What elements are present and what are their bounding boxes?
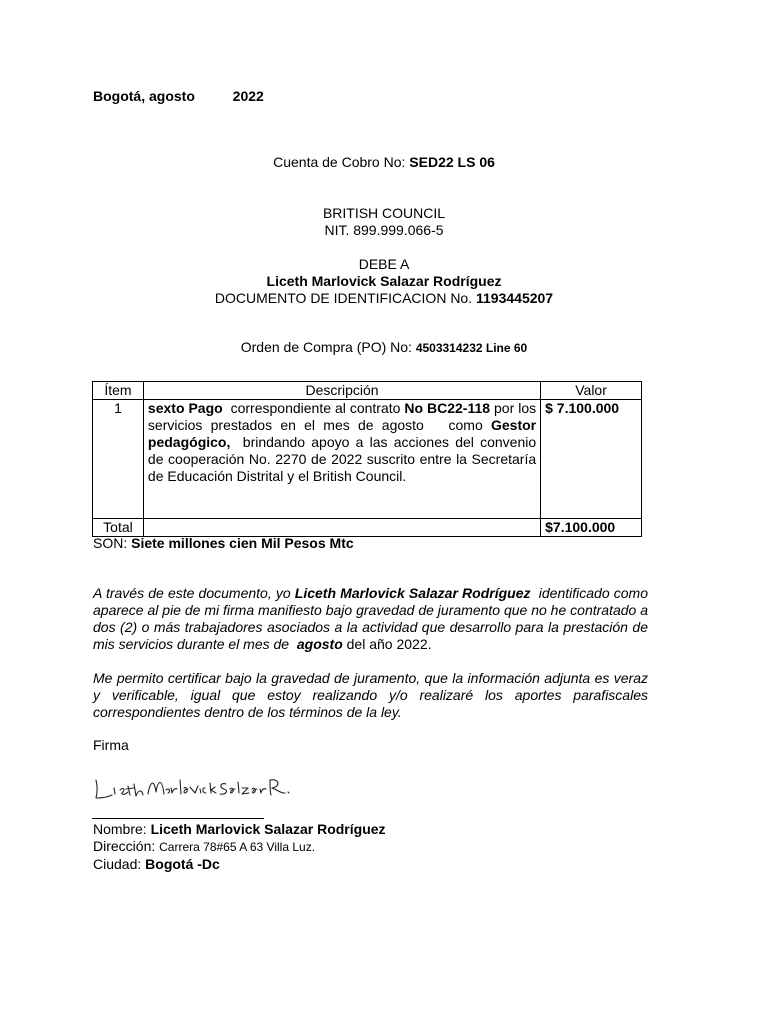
signature-line [92, 818, 264, 819]
row-item: 1 [93, 400, 144, 519]
debtor-block [0, 205, 768, 239]
decl-p1-c: del año 2022. [342, 636, 432, 652]
desc-payment: sexto Pago [147, 400, 223, 416]
table-header-row [93, 382, 642, 400]
desc-contract: No BC22-118 [404, 400, 491, 416]
footer-name: Liceth Marlovick Salazar Rodríguez [150, 821, 386, 837]
po-label: Orden de Compra (PO) No: [240, 339, 416, 355]
items-table [92, 381, 642, 537]
total-value: $7.100.000 [541, 519, 642, 537]
total-blank [143, 519, 540, 537]
footer-name-line [93, 821, 386, 838]
declaration-paragraph-2: Me permito certificar bajo la gravedad de juramento, que la información adjunta es veraz y verificable, igual que estoy realizando y/o realizaré los aportes parafiscales correspondientes dentro de los términos de la ley. [93, 670, 648, 720]
decl-p1-name: Liceth Marlovick Salazar Rodríguez [294, 585, 531, 601]
total-label: Total [93, 519, 144, 537]
son-label: SON: [93, 535, 132, 551]
footer-address-line [93, 838, 315, 856]
invoice-number: SED22 LS 06 [409, 154, 495, 170]
footer-address: Carrera 78#65 A 63 Villa Luz. [159, 840, 316, 854]
son-line [93, 535, 354, 551]
son-text: Siete millones cien Mil Pesos Mtc [131, 535, 354, 551]
desc-role: Gestor pedagógico, [147, 417, 537, 450]
row-value: $ 7.100.000 [541, 400, 642, 519]
creditor-block [0, 256, 768, 307]
footer-city: Bogotá -Dc [145, 856, 220, 872]
creditor-id-line [0, 290, 768, 307]
footer-city-line [93, 856, 220, 873]
invoice-number-line [0, 154, 768, 170]
invoice-label: Cuenta de Cobro No: [273, 154, 410, 170]
po-line [0, 339, 768, 355]
header-description: Descripción [143, 382, 540, 400]
table-row [93, 400, 642, 519]
handwritten-signature [92, 762, 292, 808]
creditor-id-number: 1193445207 [476, 290, 554, 306]
creditor-name: Liceth Marlovick Salazar Rodríguez [266, 273, 502, 289]
desc-text-2: por los servicios prestados en el mes de agosto como [147, 400, 540, 433]
row-description [143, 400, 540, 519]
owes-label: DEBE A [358, 256, 410, 272]
declaration-paragraph-1 [93, 585, 652, 653]
table-total-row [93, 519, 642, 537]
footer-city-label: Ciudad: [93, 856, 146, 872]
footer-name-label: Nombre: [93, 821, 151, 837]
header-item: Ítem [93, 382, 144, 400]
decl-p1-a: A través de este documento, yo [93, 585, 295, 601]
signature-label: Firma [93, 737, 129, 753]
desc-text-3: brindando apoyo a las acciones del convenio de cooperación No. 2270 de 2022 suscrito entre la Secretaría de Educación Distrital y el British Council. [147, 434, 541, 484]
decl-p1-b: identificado como aparece al pie de mi firma manifiesto bajo gravedad de juramento que no he contratado a dos (2) o más trabajadores asociados a la actividad que desarrollo para la prestación de mis servicios durante el mes de [93, 585, 652, 652]
decl-p1-month: agosto [296, 636, 343, 652]
debtor-name: BRITISH COUNCIL [322, 205, 446, 221]
date-line [93, 88, 264, 104]
desc-text-1: correspondiente al contrato [222, 400, 405, 416]
debtor-nit: NIT. 899.999.066-5 [324, 222, 444, 238]
header-value: Valor [541, 382, 642, 400]
date-year: 2022 [232, 88, 264, 104]
date-place: Bogotá, agosto [93, 88, 195, 104]
po-number: 4503314232 Line 60 [415, 341, 528, 355]
footer-address-label: Dirección: [93, 838, 160, 854]
creditor-id-label: DOCUMENTO DE IDENTIFICACION No. [214, 290, 476, 306]
